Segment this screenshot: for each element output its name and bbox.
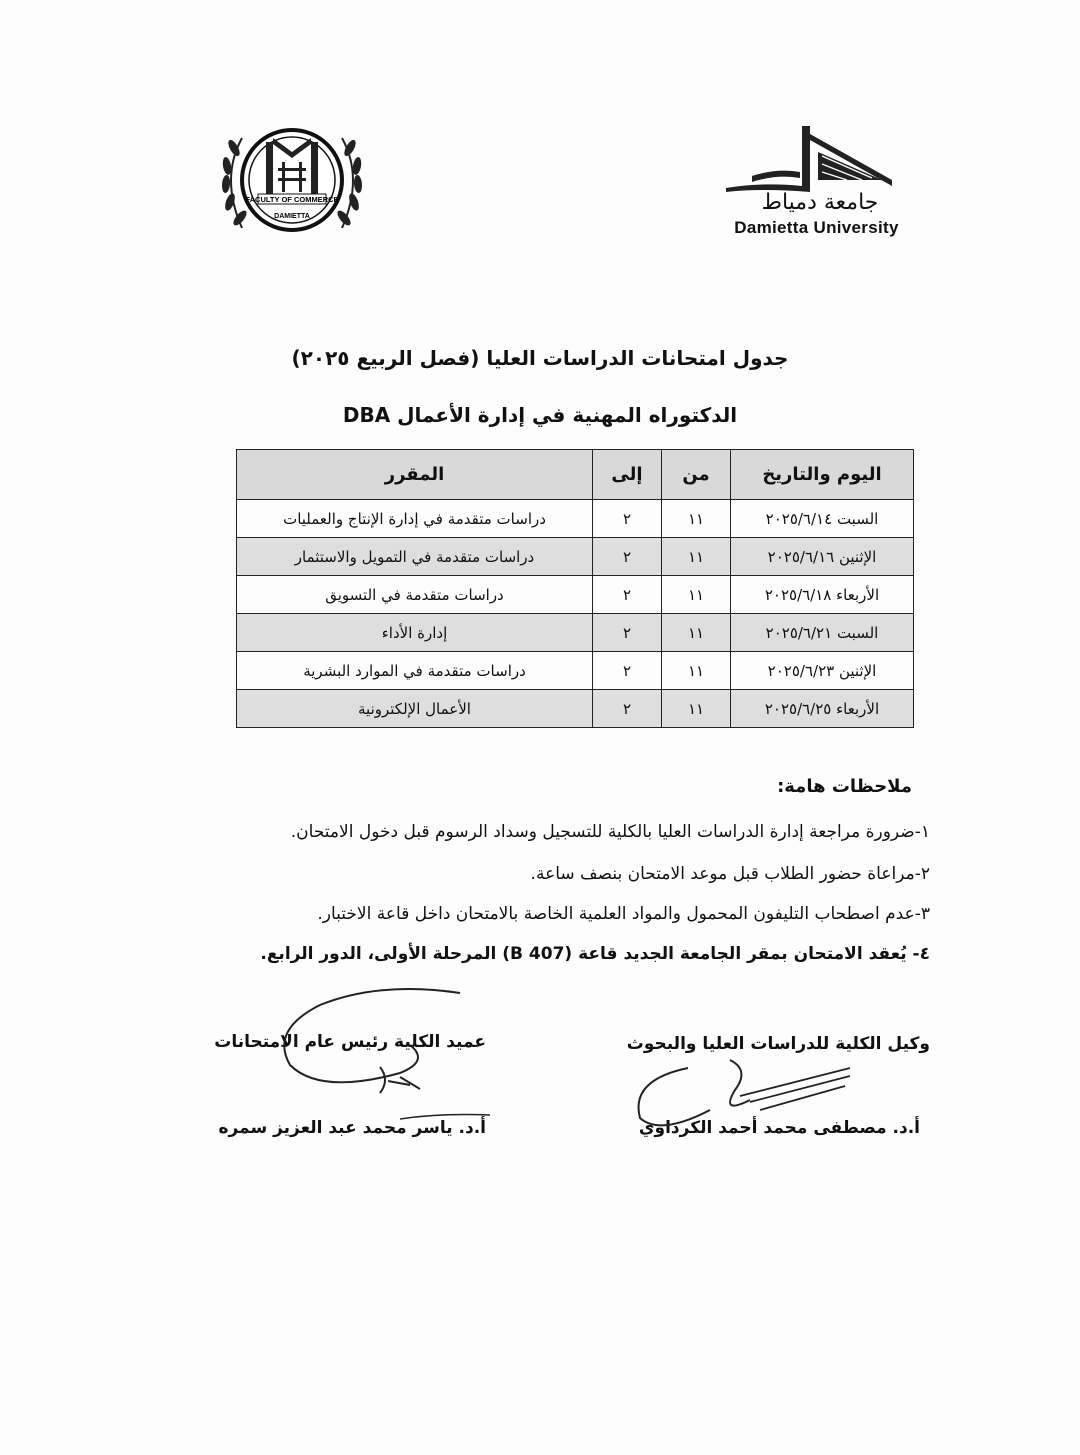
faculty-logo-text: FACULTY OF COMMERCE (245, 195, 339, 204)
cell-date: الإثنين ٢٠٢٥/٦/١٦ (731, 538, 914, 576)
cell-from: ١١ (662, 500, 731, 538)
cell-to: ٢ (593, 690, 662, 728)
page-title: جدول امتحانات الدراسات العليا (فصل الربيع ٢٠٢٥) (291, 346, 789, 370)
cell-date: الإثنين ٢٠٢٥/٦/٢٣ (731, 652, 914, 690)
cell-course: الأعمال الإلكترونية (237, 690, 593, 728)
table-row (237, 576, 914, 614)
cell-date: الأربعاء ٢٠٢٥/٦/١٨ (731, 576, 914, 614)
dean-title: عميد الكلية رئيس عام الامتحانات (214, 1032, 486, 1052)
cell-to: ٢ (593, 614, 662, 652)
table-row (237, 538, 914, 576)
faculty-logo-city: DAMIETTA (274, 213, 310, 220)
header-course: المقرر (237, 450, 593, 500)
vice-dean-name: أ.د. مصطفى محمد أحمد الكرداوي (638, 1118, 920, 1138)
university-name-english: Damietta University (734, 218, 899, 237)
header-date: اليوم والتاريخ (731, 450, 914, 500)
cell-date: الأربعاء ٢٠٢٥/٦/٢٥ (731, 690, 914, 728)
notes-title: ملاحظات هامة: (777, 776, 912, 797)
cell-course: دراسات متقدمة في التمويل والاستثمار (237, 538, 593, 576)
cell-to: ٢ (593, 500, 662, 538)
cell-course: إدارة الأداء (237, 614, 593, 652)
university-name-arabic: جامعة دمياط (761, 190, 879, 215)
exam-schedule-table (236, 449, 914, 728)
table-row (237, 500, 914, 538)
cell-from: ١١ (662, 652, 731, 690)
note-item: ٢-مراعاة حضور الطلاب قبل موعد الامتحان بنصف ساعة. (530, 864, 930, 884)
header-from: من (662, 450, 731, 500)
cell-from: ١١ (662, 690, 731, 728)
cell-from: ١١ (662, 538, 731, 576)
note-item: ٣-عدم اصطحاب التليفون المحمول والمواد العلمية الخاصة بالامتحان داخل قاعة الاختبار. (317, 904, 930, 924)
cell-from: ١١ (662, 614, 731, 652)
cell-from: ١١ (662, 576, 731, 614)
cell-date: السبت ٢٠٢٥/٦/١٤ (731, 500, 914, 538)
cell-to: ٢ (593, 538, 662, 576)
note-item: ٤- يُعقد الامتحان بمقر الجامعة الجديد قاعة (407 B) المرحلة الأولى، الدور الرابع. (260, 944, 930, 964)
dean-name: أ.د. ياسر محمد عبد العزيز سمره (218, 1118, 486, 1138)
vice-dean-title: وكيل الكلية للدراسات العليا والبحوث (626, 1034, 930, 1054)
table-row (237, 614, 914, 652)
cell-course: دراسات متقدمة في التسويق (237, 576, 593, 614)
table-row (237, 652, 914, 690)
vice-dean-signature (610, 1040, 870, 1140)
faculty-of-commerce-logo (212, 118, 372, 248)
dean-signature (260, 985, 500, 1150)
header-to: إلى (593, 450, 662, 500)
table-header-row (237, 450, 914, 500)
cell-to: ٢ (593, 652, 662, 690)
table-row (237, 690, 914, 728)
cell-course: دراسات متقدمة في الموارد البشرية (237, 652, 593, 690)
cell-date: السبت ٢٠٢٥/٦/٢١ (731, 614, 914, 652)
note-item: ١-ضرورة مراجعة إدارة الدراسات العليا بالكلية للتسجيل وسداد الرسوم قبل دخول الامتحان. (290, 822, 930, 842)
page-subtitle: الدكتوراه المهنية في إدارة الأعمال DBA (342, 403, 738, 427)
cell-to: ٢ (593, 576, 662, 614)
cell-course: دراسات متقدمة في إدارة الإنتاج والعمليات (237, 500, 593, 538)
